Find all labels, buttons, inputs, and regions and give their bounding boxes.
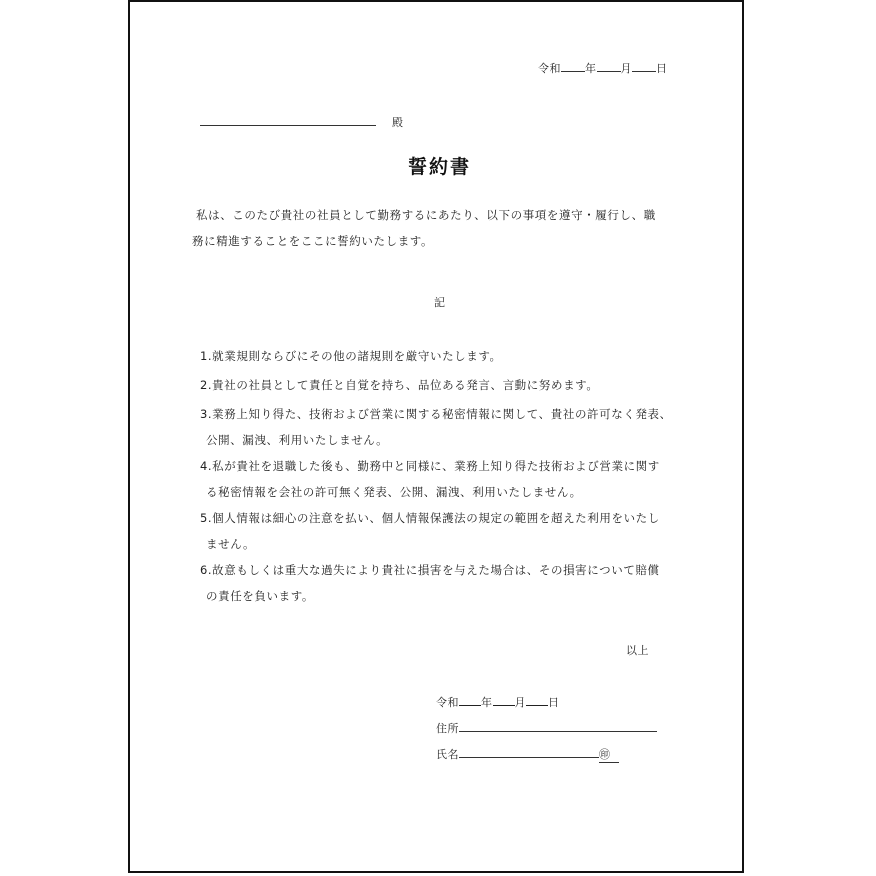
item-1: 1.就業規則ならびにその他の諸規則を厳守いたします。 xyxy=(200,349,502,363)
signature-name xyxy=(436,746,619,763)
date-month-label: 月 xyxy=(620,62,632,75)
date-year-label: 年 xyxy=(585,62,597,75)
intro-line-1: 私は、このたび貴社の社員として勤務するにあたり、以下の事項を遵守・履行し、職 xyxy=(196,208,656,222)
date-day-label: 日 xyxy=(656,62,668,75)
item-4-line-1: 4.私が貴社を退職した後も、勤務中と同様に、業務上知り得た技術および営業に関す xyxy=(200,459,660,473)
name-label: 氏名 xyxy=(436,748,459,761)
document-page xyxy=(128,0,744,873)
signature-date xyxy=(436,694,560,710)
header-date xyxy=(538,60,668,76)
month-blank xyxy=(597,61,621,72)
address-blank xyxy=(459,721,657,732)
item-6-line-1: 6.故意もしくは重大な過失により貴社に損害を与えた場合は、その損害について賠償 xyxy=(200,563,660,577)
year-blank xyxy=(561,61,585,72)
sig-date-year-label: 年 xyxy=(481,696,493,709)
closing-ijou: 以上 xyxy=(626,644,649,657)
sig-month-blank xyxy=(493,695,515,706)
sig-year-blank xyxy=(459,695,481,706)
sig-date-month-label: 月 xyxy=(514,696,526,709)
document-title: 誓約書 xyxy=(408,156,472,178)
item-3-line-2: 公開、漏洩、利用いたしません。 xyxy=(206,433,389,447)
day-blank xyxy=(632,61,656,72)
ki-heading: 記 xyxy=(434,296,446,309)
name-blank xyxy=(459,747,599,758)
sig-date-day-label: 日 xyxy=(548,696,560,709)
seal-mark: ㊞ xyxy=(599,746,619,763)
item-4-line-2: る秘密情報を会社の許可無く発表、公開、漏洩、利用いたしません。 xyxy=(206,485,582,499)
item-2: 2.貴社の社員として責任と自覚を持ち、品位ある発言、言動に努めます。 xyxy=(200,378,599,392)
signature-address xyxy=(436,720,657,736)
item-3-line-1: 3.業務上知り得た、技術および営業に関する秘密情報に関して、貴社の許可なく発表、 xyxy=(200,407,672,421)
sig-date-era: 令和 xyxy=(436,696,459,709)
item-6-line-2: の責任を負います。 xyxy=(206,589,314,603)
addressee-suffix: 殿 xyxy=(392,116,404,129)
addressee xyxy=(200,114,404,130)
item-5-line-1: 5.個人情報は細心の注意を払い、個人情報保護法の規定の範囲を超えた利用をいたし xyxy=(200,511,660,525)
address-label: 住所 xyxy=(436,722,459,735)
sig-day-blank xyxy=(526,695,548,706)
item-5-line-2: ません。 xyxy=(206,537,256,551)
addressee-blank xyxy=(200,115,376,126)
date-era: 令和 xyxy=(538,62,561,75)
intro-line-2: 務に精進することをここに誓約いたします。 xyxy=(192,234,434,248)
